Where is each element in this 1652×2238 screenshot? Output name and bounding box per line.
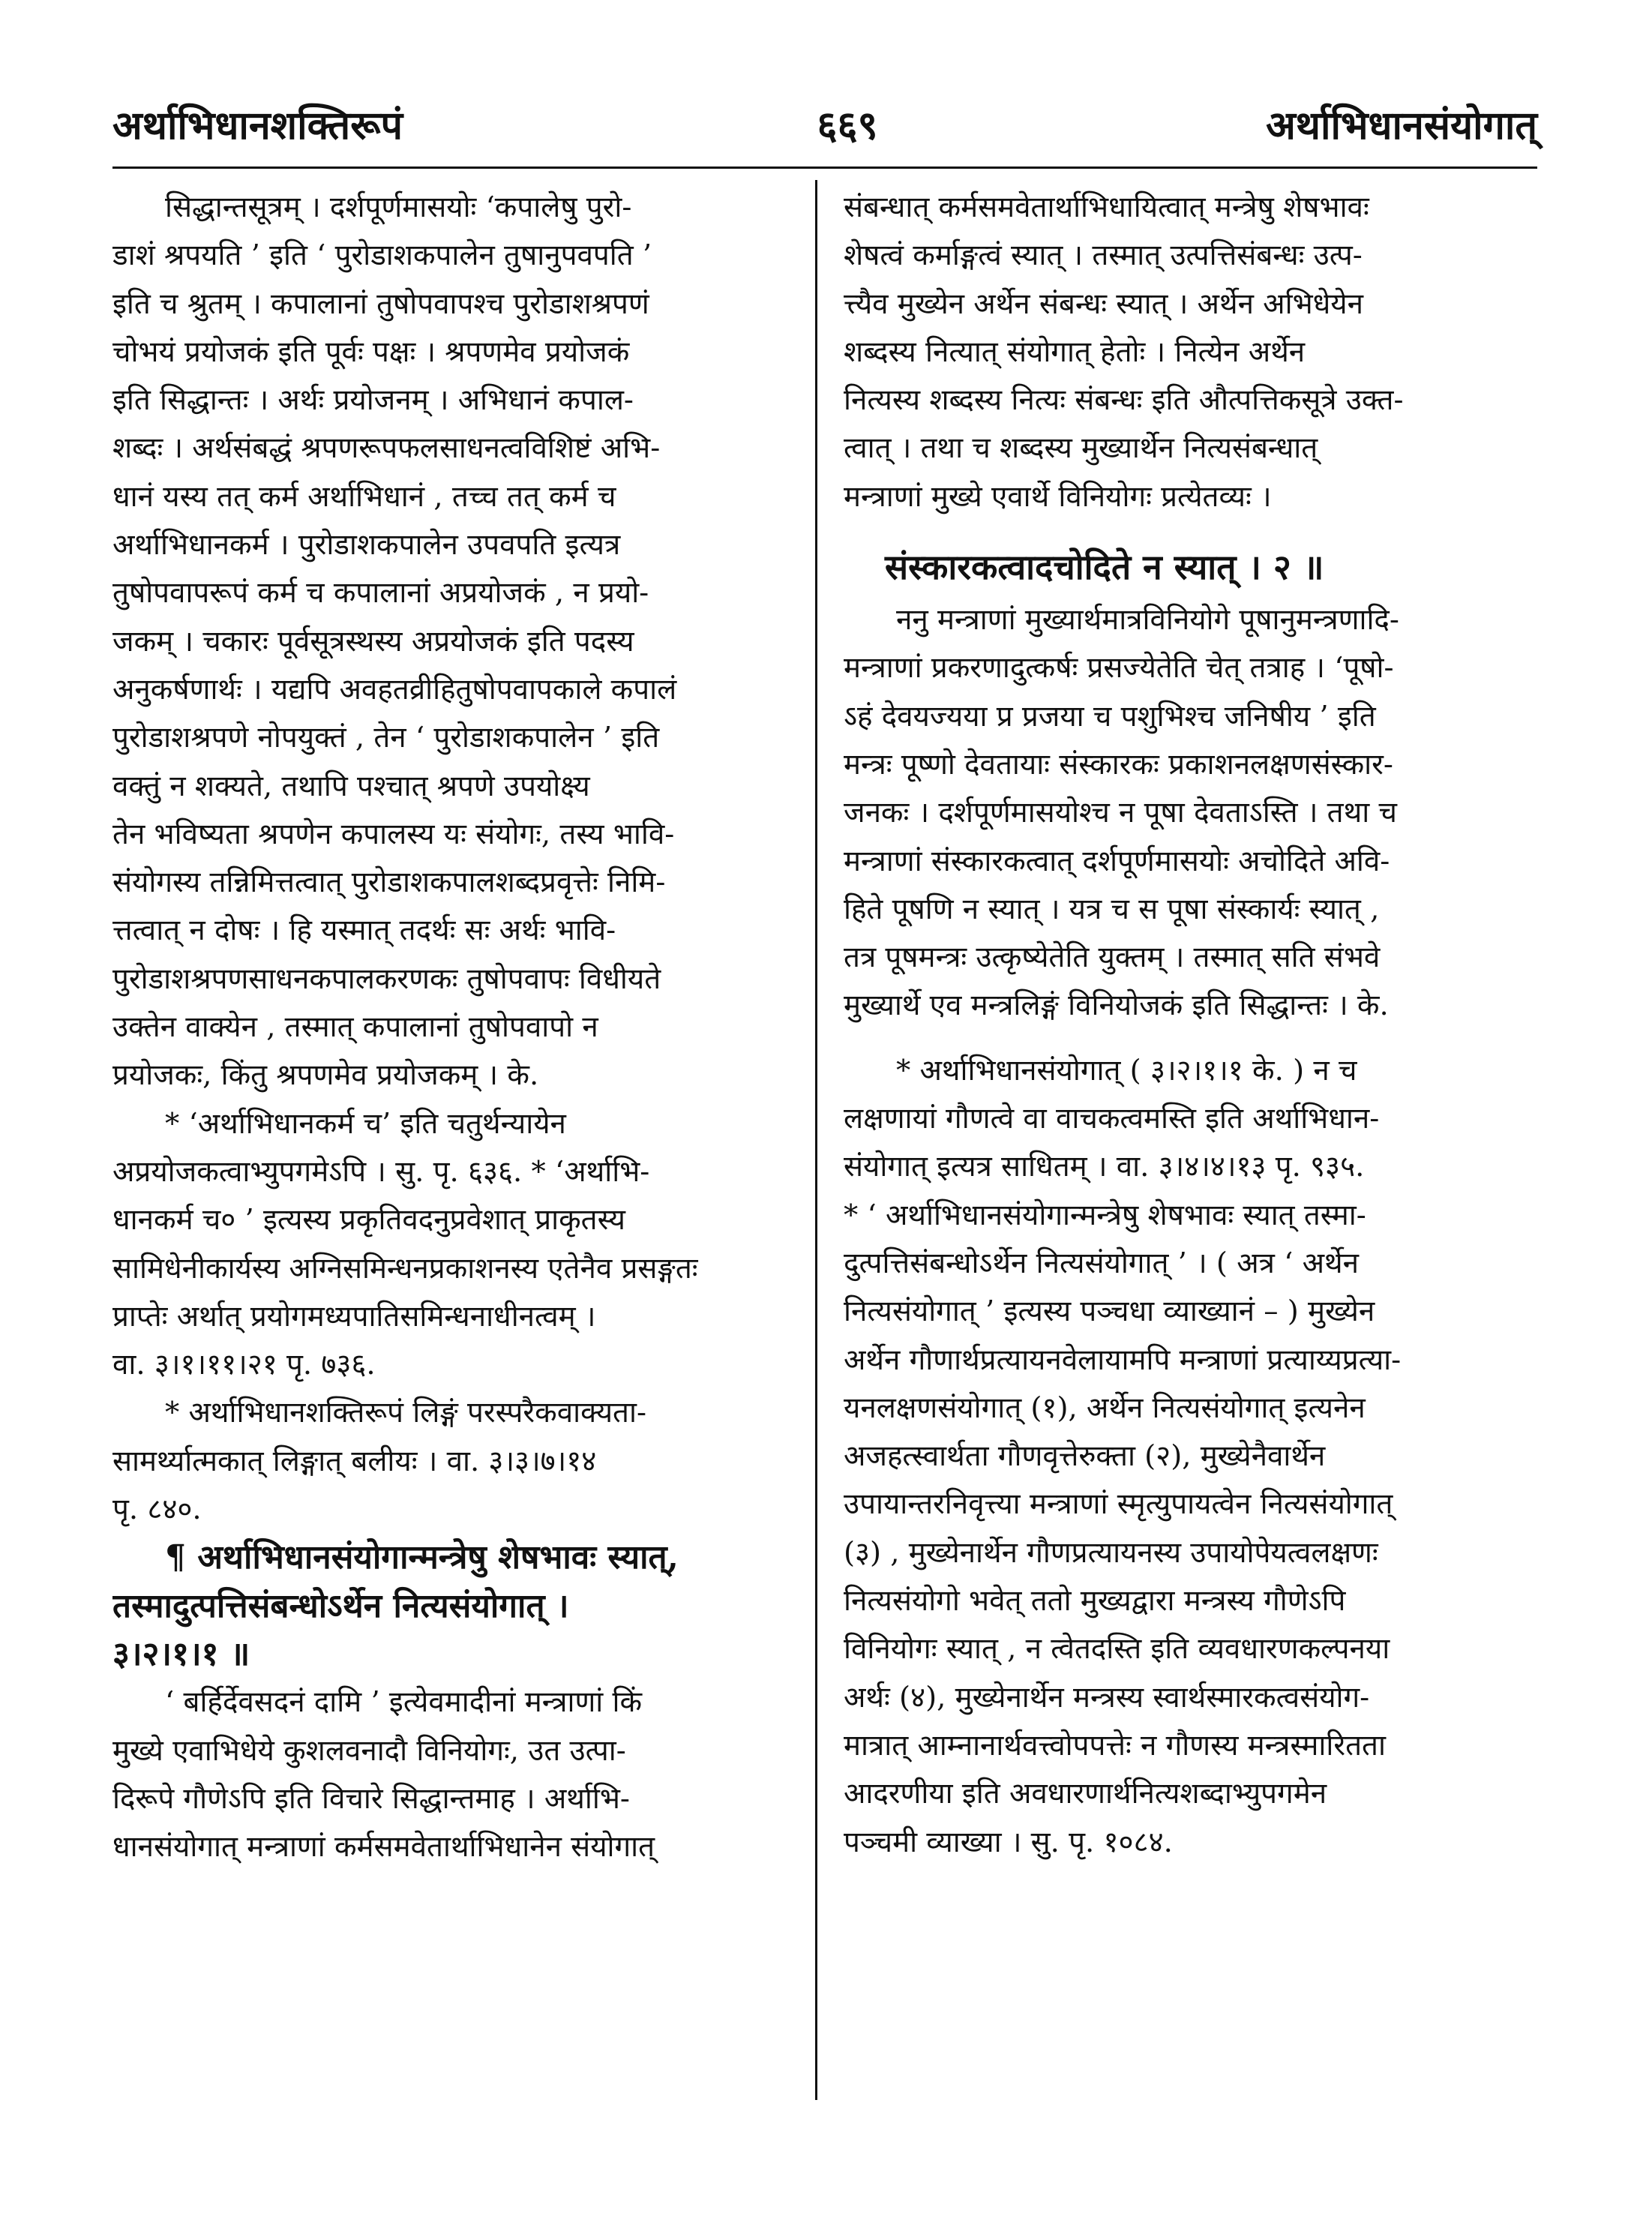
note-line: नित्यसंयोगो भवेत् ततो मुख्यद्वारा मन्त्रस्य गौणेऽपि (844, 1584, 1346, 1618)
text-line: चोभयं प्रयोजकं इति पूर्वः पक्षः । श्रपणमेव प्रयोजकं (112, 334, 630, 369)
text-line: डाशं श्रपयति ’ इति ‘ पुरोडाशकपालेन तुषानुपवपति ’ (112, 238, 652, 273)
text-line: तेन भविष्यता श्रपणेन कपालस्य यः संयोगः, तस्य भावि- (112, 817, 675, 851)
left-note-1 (112, 1100, 791, 1390)
text-line: अर्थाभिधानकर्म । पुरोडाशकपालेन उपवपति इत्यत्र (112, 528, 621, 562)
note-line: यनलक्षणसंयोगात् (१), अर्थेन नित्यसंयोगात् इत्यनेन (844, 1390, 1366, 1425)
text-line: पुरोडाशश्रपणसाधनकपालकरणकः तुषोपवापः विधीयते (112, 962, 661, 996)
page-number: ६६९ (817, 103, 878, 148)
text-line: सिद्धान्तसूत्रम् । दर्शपूर्णमासयोः ‘कपालेषु पुरो- (165, 190, 632, 224)
right-column (844, 184, 1522, 1867)
text-line: तुषोपवापरूपं कर्म च कपालानां अप्रयोजकं , न प्रयो- (112, 576, 649, 610)
text-line: शेषत्वं कर्माङ्गत्वं स्यात् । तस्मात् उत्पत्तिसंबन्धः उत्प- (844, 238, 1363, 273)
text-line: वक्तुं न शक्यते, तथापि पश्चात् श्रपणे उपयोक्ष्य (112, 769, 590, 803)
note-line: अर्थः (४), मुख्येनार्थेन मन्त्रस्य स्वार्थस्मारकत्वसंयोग- (844, 1680, 1370, 1714)
left-note-2 (112, 1389, 791, 1534)
spacer (844, 521, 1522, 538)
column-divider (815, 180, 817, 2100)
note-line: सामिधेनीकार्यस्य अग्निसमिन्धनप्रकाशनस्य एतेनैव प्रसङ्गतः (112, 1251, 698, 1286)
sutra-line: ¶ अर्थाभिधानसंयोगान्मन्त्रेषु शेषभावः स्यात्, (165, 1538, 679, 1577)
left-commentary-2 (112, 1678, 791, 1871)
note-line: आदरणीया इति अवधारणार्थनित्यशब्दाभ्युपगमेन (844, 1777, 1327, 1811)
text-line: जकम् । चकारः पूर्वसूत्रस्थस्य अप्रयोजकं इति पदस्य (112, 624, 634, 658)
text-line: धानं यस्य तत् कर्म अर्थाभिधानं , तच्च तत् कर्म च (112, 479, 616, 514)
note-line: अर्थेन गौणार्थप्रत्यायनवेलायामपि मन्त्राणां प्रत्याय्यप्रत्या- (844, 1342, 1402, 1377)
note-line: विनियोगः स्यात् , न त्वेतदस्ति इति व्यवधारणकल्पनया (844, 1632, 1390, 1666)
note-line: नित्यसंयोगात् ’ इत्यस्य पञ्चधा व्याख्यानं – ) मुख्येन (844, 1294, 1375, 1329)
text-line: तत्र पूषमन्त्रः उत्कृष्येतेति युक्तम् । तस्मात् सति संभवे (844, 940, 1381, 975)
running-head-right: अर्थाभिधानसंयोगात् (1266, 103, 1537, 148)
note-line: * ‘अर्थाभिधानकर्म च’ इति चतुर्थन्यायेन (165, 1106, 566, 1141)
text-line: अनुकर्षणार्थः । यद्यपि अवहतव्रीहितुषोपवापकाले कपालं (112, 672, 677, 706)
right-commentary-middle (844, 596, 1522, 1030)
note-line: प्राप्तेः अर्थात् प्रयोगमध्यपातिसमिन्धनाधीनत्वम् । (112, 1299, 596, 1334)
text-line: त्तत्वात् न दोषः । हि यस्मात् तदर्थः सः अर्थः भावि- (112, 914, 616, 948)
sutra-line: ३।२।१।१ ॥ (112, 1634, 250, 1673)
right-commentary-top (844, 184, 1522, 521)
text-line: संयोगस्य तन्निमित्तत्वात् पुरोडाशकपालशब्दप्रवृत्तेः निमि- (112, 866, 666, 900)
text-line: इति सिद्धान्तः । अर्थः प्रयोजनम् । अभिधानं कपाल- (112, 383, 634, 418)
right-note (844, 1047, 1522, 1867)
page-header (112, 82, 1537, 150)
text-line: मुख्यार्थे एव मन्त्रलिङ्गं विनियोजकं इति सिद्धान्तः । के. (844, 988, 1389, 1023)
note-line: * ‘ अर्थाभिधानसंयोगान्मन्त्रेषु शेषभावः स्यात् तस्मा- (844, 1198, 1366, 1232)
note-line: अजहत्स्वार्थता गौणवृत्तेरुक्ता (२), मुख्येनैवार्थेन (844, 1439, 1326, 1474)
header-rule (112, 166, 1537, 169)
note-line: * अर्थाभिधानशक्तिरूपं लिङ्गं परस्परैकवाक्यता- (165, 1396, 646, 1430)
text-line: त्वात् । तथा च शब्दस्य मुख्यार्थेन नित्यसंबन्धात् (844, 431, 1318, 466)
sutra-line: तस्मादुत्पत्तिसंबन्धोऽर्थेन नित्यसंयोगात् । (112, 1586, 569, 1625)
text-line: मन्त्राणां संस्कारकत्वात् दर्शपूर्णमासयोः अचोदिते अवि- (844, 844, 1390, 878)
text-line: मुख्ये एवाभिधेये कुशलवनादौ विनियोगः, उत उत्पा- (112, 1733, 626, 1768)
note-line: * अर्थाभिधानसंयोगात् ( ३।२।१।१ के. ) न च (896, 1053, 1357, 1088)
text-line: जनकः । दर्शपूर्णमासयोश्च न पूषा देवताऽस्ति । तथा च (844, 796, 1397, 830)
text-line: दिरूपे गौणेऽपि इति विचारे सिद्धान्तमाह । अर्थाभि- (112, 1781, 630, 1816)
text-line: ऽहं देवयज्यया प्र प्रजया च पशुभिश्च जनिषीय ’ इति (844, 699, 1376, 734)
text-line: त्त्यैव मुख्येन अर्थेन संबन्धः स्यात् । अर्थेन अभिधेयेन (844, 286, 1364, 321)
note-line: दुत्पत्तिसंबन्धोऽर्थेन नित्यसंयोगात् ’ । ( अत्र ‘ अर्थेन (844, 1246, 1359, 1280)
sutra-heading-right: संस्कारकत्वादचोदिते न स्यात् । २ ॥ (885, 547, 1324, 588)
note-line: उपायान्तरनिवृत्त्या मन्त्राणां स्मृत्युपायत्वेन नित्यसंयोगात् (844, 1487, 1393, 1522)
note-line: (३) , मुख्येनार्थेन गौणप्रत्यायनस्य उपायोपेयत्वलक्षणः (844, 1535, 1378, 1570)
text-line: हिते पूषणि न स्यात् । यत्र च स पूषा संस्कार्यः स्यात् , (844, 892, 1380, 926)
note-line: पञ्चमी व्याख्या । सु. पृ. १०८४. (844, 1825, 1173, 1859)
text-line: ‘ बर्हिर्देवसदनं दामि ’ इत्येवमादीनां मन्त्राणां किं (165, 1685, 643, 1720)
sutra-heading (112, 1534, 791, 1678)
text-line: मन्त्राणां प्रकरणादुत्कर्षः प्रसज्येतेति चेत् तत्राह । ‘पूषो- (844, 651, 1394, 686)
text-line: प्रयोजकः, किंतु श्रपणमेव प्रयोजकम् । के. (112, 1058, 539, 1093)
text-line: धानसंयोगात् मन्त्राणां कर्मसमवेतार्थाभिधानेन संयोगात् (112, 1830, 655, 1864)
text-line: नित्यस्य शब्दस्य नित्यः संबन्धः इति औत्पत्तिकसूत्रे उक्त- (844, 383, 1404, 418)
spacer (844, 1030, 1522, 1047)
text-line: पुरोडाशश्रपणे नोपयुक्तं , तेन ‘ पुरोडाशकपालेन ’ इति (112, 721, 660, 755)
note-line: पृ. ८४०. (112, 1492, 202, 1527)
note-line: धानकर्म च० ’ इत्यस्य प्रकृतिवदनुप्रवेशात् प्राकृतस्य (112, 1203, 625, 1238)
left-column (112, 184, 791, 1871)
note-line: अप्रयोजकत्वाभ्युपगमेऽपि । सु. पृ. ६३६. * ‘अर्थाभि- (112, 1154, 650, 1189)
left-commentary (112, 184, 791, 1100)
note-line: संयोगात् इत्यत्र साधितम् । वा. ३।४।४।१३ पृ. ९३५. (844, 1150, 1365, 1184)
note-line: मात्रात् आम्नानार्थवत्त्वोपपत्तेः न गौणस्य मन्त्रस्मारितता (844, 1728, 1386, 1762)
note-line: सामर्थ्यात्मकात् लिङ्गात् बलीयः । वा. ३।३।७।१४ (112, 1444, 597, 1478)
text-line: उक्तेन वाक्येन , तस्मात् कपालानां तुषोपवापो न (112, 1010, 598, 1045)
text-line: शब्दः । अर्थसंबद्धं श्रपणरूपफलसाधनत्वविशिष्टं अभि- (112, 431, 661, 466)
running-head-left: अर्थाभिधानशक्तिरूपं (112, 103, 403, 148)
text-line: शब्दस्य नित्यात् संयोगात् हेतोः । नित्येन अर्थेन (844, 334, 1306, 369)
text-line: ननु मन्त्राणां मुख्यार्थमात्रविनियोगे पूषानुमन्त्रणादि- (896, 603, 1399, 638)
text-line: इति च श्रुतम् । कपालानां तुषोपवापश्च पुरोडाशश्रपणं (112, 286, 649, 321)
text-line: मन्त्रः पूष्णो देवतायाः संस्कारकः प्रकाशनलक्षणसंस्कार- (844, 747, 1393, 782)
text-line: संबन्धात् कर्मसमवेतार्थाभिधायित्वात् मन्त्रेषु शेषभावः (844, 190, 1369, 224)
note-line: लक्षणायां गौणत्वे वा वाचकत्वमस्ति इति अर्थाभिधान- (844, 1102, 1380, 1136)
text-line: मन्त्राणां मुख्ये एवार्थे विनियोगः प्रत्येतव्यः । (844, 479, 1272, 514)
note-line: वा. ३।१।११।२१ पृ. ७३६. (112, 1348, 376, 1382)
